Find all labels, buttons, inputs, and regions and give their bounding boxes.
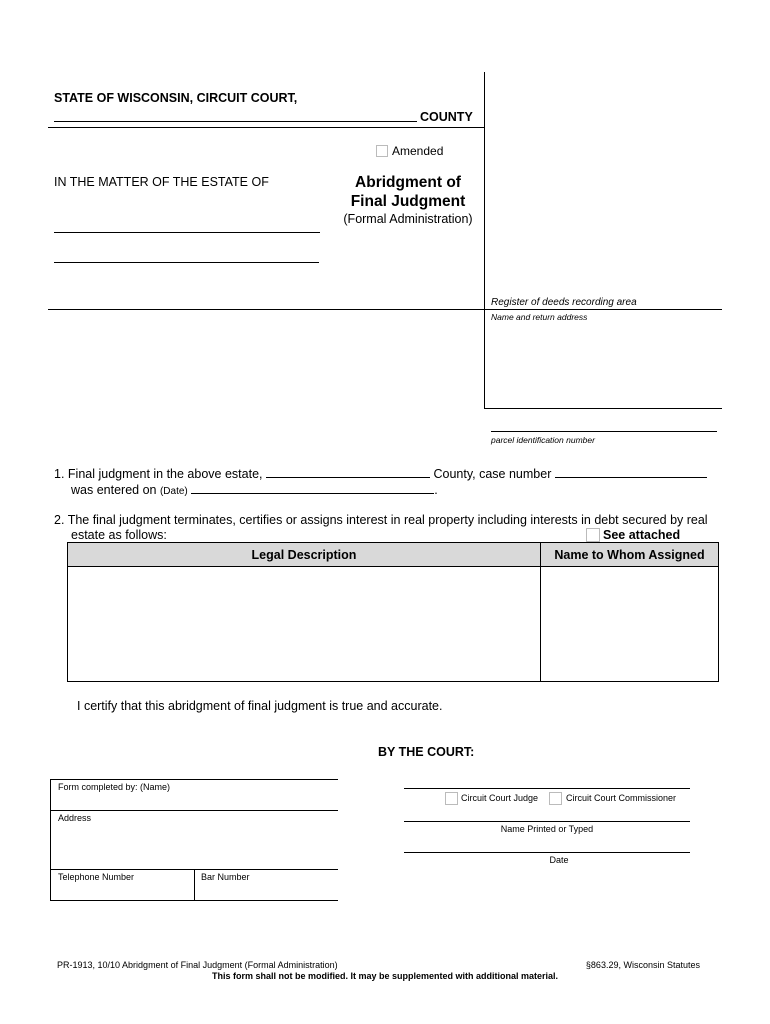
- item-2-text-a: The final judgment terminates, certifies or assigns interest in real property including interests in debt secured by real: [67, 513, 708, 527]
- item-1-number: 1.: [54, 467, 65, 481]
- date-label: (Date): [159, 486, 188, 497]
- case-number-field[interactable]: [555, 466, 707, 478]
- legal-description-header: Legal Description: [68, 543, 541, 567]
- recording-area-label: Register of deeds recording area: [491, 297, 637, 308]
- modification-note: This form shall not be modified. It may be supplemented with additional material.: [211, 971, 559, 981]
- item-1-text-b: County, case number: [433, 467, 552, 481]
- preparer-box-bottom: [50, 900, 338, 901]
- preparer-phone-divider: [194, 869, 195, 901]
- judge-signature-line[interactable]: [404, 788, 690, 789]
- form-id: PR-1913, 10/10 Abridgment of Final Judgment (Formal Administration): [57, 960, 338, 970]
- recording-area-bottom: [484, 408, 722, 409]
- signature-date-line[interactable]: [404, 852, 690, 853]
- preparer-box-top: [50, 779, 338, 780]
- certification-text: I certify that this abridgment of final judgment is true and accurate.: [77, 699, 443, 713]
- by-the-court: BY THE COURT:: [378, 745, 475, 759]
- county-label: COUNTY: [420, 110, 473, 124]
- form-subtitle: (Formal Administration): [343, 212, 473, 226]
- item-1-text-a: Final judgment in the above estate,: [67, 467, 263, 481]
- estate-name-line-2[interactable]: [54, 262, 319, 263]
- bar-number-label: Bar Number: [201, 872, 250, 882]
- printed-name-label: Name Printed or Typed: [500, 824, 594, 834]
- item-2-text-b: estate as follows:: [71, 528, 167, 542]
- legal-description-table: [67, 542, 719, 682]
- item-1: [54, 466, 707, 500]
- printed-name-line[interactable]: [404, 821, 690, 822]
- amended-label: Amended: [392, 144, 444, 158]
- form-title-line1: Abridgment of: [355, 174, 461, 191]
- item-2-number: 2.: [54, 513, 65, 527]
- completed-by-label: Form completed by: (Name): [58, 782, 171, 792]
- form-title: [338, 173, 478, 211]
- court-heading: STATE OF WISCONSIN, CIRCUIT COURT,: [54, 91, 298, 105]
- estate-name-line-1[interactable]: [54, 232, 320, 233]
- item-1-period: .: [434, 483, 438, 497]
- preparer-box-left: [50, 779, 51, 901]
- assignee-header: Name to Whom Assigned: [541, 543, 719, 567]
- estate-matter-label: IN THE MATTER OF THE ESTATE OF: [54, 175, 269, 189]
- commissioner-checkbox[interactable]: [549, 792, 562, 805]
- statute-reference: §863.29, Wisconsin Statutes: [585, 960, 700, 970]
- address-label: Address: [58, 813, 92, 823]
- county-field[interactable]: [266, 466, 430, 478]
- caption-bottom-rule: [48, 309, 722, 310]
- commissioner-label: Circuit Court Commissioner: [566, 793, 677, 803]
- judgment-date-field[interactable]: [191, 482, 434, 494]
- judge-label: Circuit Court Judge: [461, 793, 539, 803]
- see-attached-label: See attached: [603, 528, 681, 542]
- legal-description-cell[interactable]: [68, 567, 541, 682]
- parcel-id-field[interactable]: [491, 431, 717, 432]
- county-name-field[interactable]: [54, 121, 417, 122]
- form-title-line2: Final Judgment: [350, 193, 466, 210]
- parcel-id-label: parcel identification number: [491, 435, 595, 445]
- see-attached-checkbox[interactable]: [586, 528, 600, 542]
- assignee-cell[interactable]: [541, 567, 719, 682]
- caption-divider: [484, 72, 485, 409]
- return-address-label: Name and return address: [491, 312, 588, 322]
- caption-top-rule: [48, 127, 485, 128]
- amended-checkbox[interactable]: [376, 145, 388, 157]
- item-1-text-c: was entered on: [71, 483, 157, 497]
- signature-date-label: Date: [549, 855, 569, 865]
- telephone-label: Telephone Number: [58, 872, 135, 882]
- judge-checkbox[interactable]: [445, 792, 458, 805]
- preparer-name-divider: [50, 810, 338, 811]
